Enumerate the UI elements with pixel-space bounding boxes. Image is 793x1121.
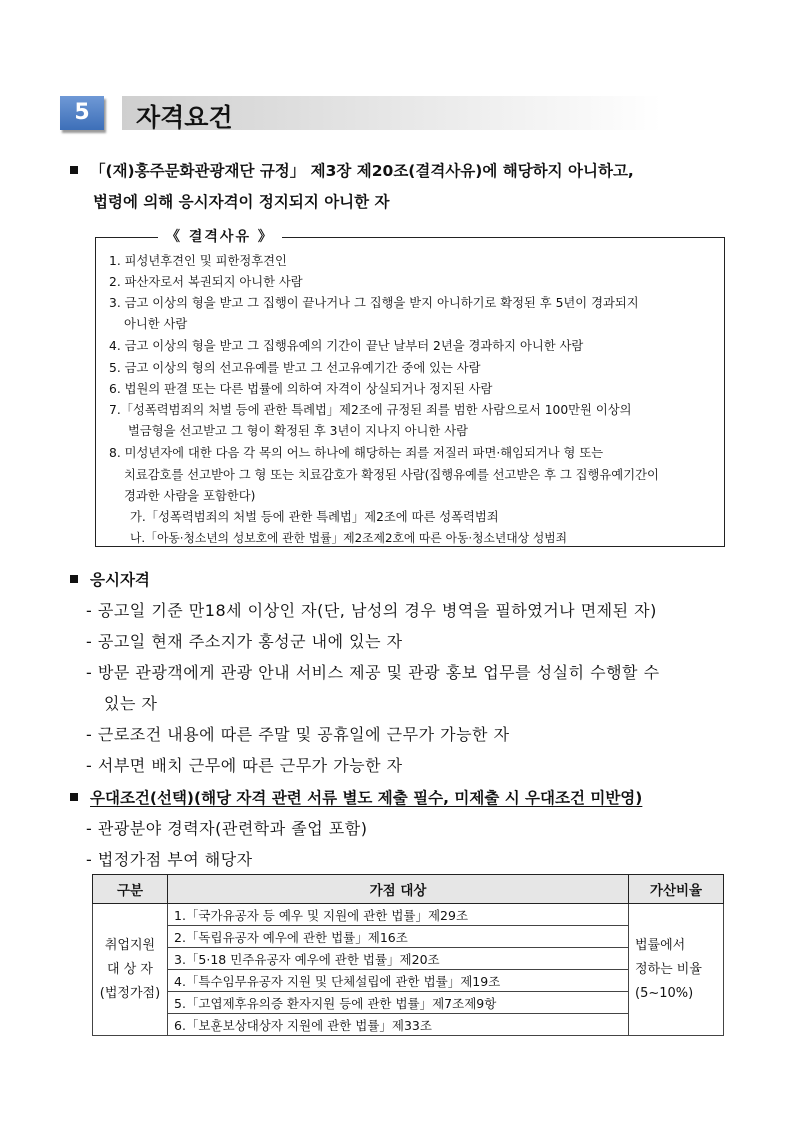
intro-line-1: 「(재)홍주문화관광재단 규정」 제3장 제20조(결격사유)에 해당하지 아니하고,	[70, 159, 634, 181]
dq-item: 5. 금고 이상의 형의 선고유예를 받고 그 선고유예기간 중에 있는 사람	[109, 361, 481, 375]
eligibility-item: - 서부면 배치 근무에 따른 근무가 가능한 자	[86, 756, 403, 775]
dq-item: 2. 파산자로서 복권되지 아니한 사람	[109, 275, 303, 289]
eligibility-item: - 공고일 기준 만18세 이상인 자(단, 남성의 경우 병역을 필하였거나 면제된 자)	[86, 601, 657, 620]
dq-item: 나.「아동·청소년의 성보호에 관한 법률」제2조제2호에 따른 아동·청소년대상 성범죄	[130, 531, 568, 545]
bullet-square-icon	[70, 575, 78, 583]
table-row	[93, 904, 724, 926]
dq-item: 3. 금고 이상의 형을 받고 그 집행이 끝나거나 그 집행을 받지 아니하기로 확정된 후 5년이 경과되지	[109, 296, 639, 310]
intro-line-2: 법령에 의해 응시자격이 정지되지 아니한 자	[93, 193, 390, 211]
header-targets: 가점 대상	[168, 875, 629, 904]
table-header-row	[93, 875, 724, 904]
dq-item: 1. 피성년후견인 및 피한정후견인	[109, 254, 287, 268]
eligibility-item: - 근로조건 내용에 따른 주말 및 공휴일에 근무가 가능한 자	[86, 725, 510, 744]
preference-table	[92, 874, 724, 1036]
preference-item: - 관광분야 경력자(관련학과 졸업 포함)	[86, 819, 368, 838]
dq-item: 6. 법원의 판결 또는 다른 법률에 의하여 자격이 상실되거나 정지된 사람	[109, 382, 493, 396]
dq-item: 경과한 사람을 포함한다)	[124, 489, 256, 503]
target-cell: 1.「국가유공자 등 예우 및 지원에 관한 법률」제29조	[168, 904, 629, 926]
category-cell: 취업지원 대 상 자 (법정가점)	[93, 904, 168, 1036]
dq-item: 4. 금고 이상의 형을 받고 그 집행유예의 기간이 끝난 날부터 2년을 경과하지 아니한 사람	[109, 339, 584, 353]
ratio-cell: 법률에서 정하는 비율 (5~10%)	[629, 904, 724, 1036]
dq-item: 아니한 사람	[124, 317, 188, 331]
header-category: 구분	[93, 875, 168, 904]
section-title: 자격요건	[136, 103, 233, 132]
preference-item: - 법정가점 부여 해당자	[86, 850, 253, 869]
dq-item: 가.「성폭력범죄의 처벌 등에 관한 특례법」제2조에 따른 성폭력범죄	[130, 510, 499, 524]
eligibility-item: - 방문 관광객에게 관광 안내 서비스 제공 및 관광 홍보 업무를 성실히 수행할 수	[86, 663, 660, 682]
target-cell: 4.「특수임무유공자 지원 및 단체설립에 관한 법률」제19조	[168, 970, 629, 992]
dq-item: 치료감호를 선고받아 그 형 또는 치료감호가 확정된 사람(집행유예를 선고받은 후 그 집행유예기간이	[124, 468, 659, 482]
preference-heading: 우대조건(선택)(해당 자격 관련 서류 별도 제출 필수, 미제출 시 우대조건 미반영)	[70, 786, 642, 808]
target-cell: 2.「독립유공자 예우에 관한 법률」제16조	[168, 926, 629, 948]
section-number: 5	[60, 96, 104, 130]
eligibility-item: - 공고일 현재 주소지가 홍성군 내에 있는 자	[86, 632, 403, 651]
eligibility-item: 있는 자	[104, 694, 158, 713]
dq-item: 8. 미성년자에 대한 다음 각 목의 어느 하나에 해당하는 죄를 저질러 파면·해임되거나 형 또는	[109, 446, 604, 460]
eligibility-heading: 응시자격	[70, 568, 150, 590]
section-header	[60, 96, 680, 136]
bullet-square-icon	[70, 793, 78, 801]
header-ratio: 가산비율	[629, 875, 724, 904]
disqualification-title: 《 결격사유 》	[158, 226, 282, 246]
target-cell: 5.「고엽제후유의증 환자지원 등에 관한 법률」제7조제9항	[168, 992, 629, 1014]
bullet-square-icon	[70, 166, 78, 174]
target-cell: 3.「5·18 민주유공자 예우에 관한 법률」제20조	[168, 948, 629, 970]
dq-item: 7.「성폭력범죄의 처벌 등에 관한 특례법」제2조에 규정된 죄를 범한 사람으로서 100만원 이상의	[109, 403, 632, 417]
dq-item: 벌금형을 선고받고 그 형이 확정된 후 3년이 지나지 아니한 사람	[128, 424, 468, 438]
target-cell: 6.「보훈보상대상자 지원에 관한 법률」제33조	[168, 1014, 629, 1036]
